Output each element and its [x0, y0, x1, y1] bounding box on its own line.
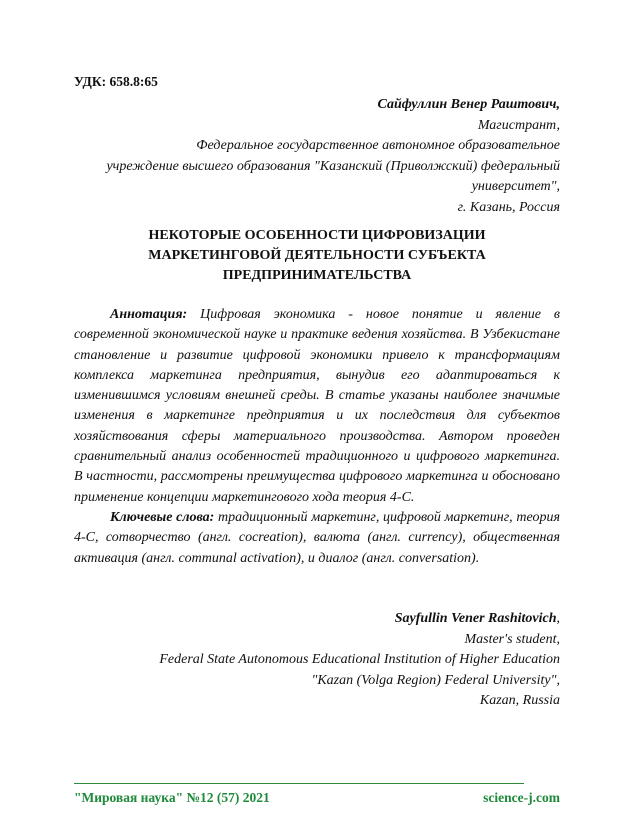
- abstract-label: Аннотация:: [110, 307, 188, 322]
- title-line-3: ПРЕДПРИНИМАТЕЛЬСТВА: [222, 268, 412, 283]
- abstract-paragraph: [74, 305, 560, 508]
- abstract-text: Цифровая экономика - новое понятие и явление в современной экономической науке и практике ведения хозяйства. В Узбекистане становление и развитие цифровой экономики привело к трансформациям комплекса маркетинга предприятия, вынудив его адаптироваться к изменившимся условиям внешней среды. В статье указаны наиболее значимые изменения в маркетинге предприятия и их последствия для субъектов хозяйствования сферы материального производства. Автором проведен сравнительный анализ особенностей традиционного и цифрового маркетинга. В частности, рассмотрены преимущества цифрового маркетинга и обосновано применение концепции маркетингового хода теория 4-С.: [74, 307, 560, 505]
- russian-author-block: [74, 95, 560, 218]
- footer-divider: [74, 783, 524, 784]
- abstract-section: [74, 305, 560, 569]
- keywords-paragraph: [74, 508, 560, 569]
- keywords-text: традиционный маркетинг, цифровой маркетинг, теория 4-С, сотворчество (англ. cocreation), валюта (англ. currency), общественная активация (англ. communal activation), и диалог (англ. conversation).: [74, 509, 560, 566]
- footer-site-link[interactable]: science-j.com: [483, 790, 560, 805]
- article-title: [74, 226, 560, 286]
- english-affiliation-line-1: Federal State Autonomous Educational Institution of Higher Education: [159, 652, 560, 667]
- english-author-location: Kazan, Russia: [479, 693, 560, 708]
- english-author-comma: ,: [556, 611, 560, 626]
- english-author-position: Master's student,: [464, 631, 560, 647]
- english-author-block: [74, 609, 560, 712]
- russian-author-position: Магистрант,: [477, 117, 560, 133]
- keywords-label: Ключевые слова:: [110, 509, 215, 525]
- udk-code: УДК: 658.8:65: [74, 74, 158, 89]
- english-affiliation-line-2: "Kazan (Volga Region) Federal University",: [311, 672, 560, 688]
- english-author-name: Sayfullin Vener Rashitovich: [394, 611, 557, 626]
- russian-affiliation-line-1: Федеральное государственное автономное образовательное: [196, 138, 560, 153]
- russian-author-name: Сайфуллин Венер Раштович,: [377, 97, 560, 112]
- russian-author-location: г. Казань, Россия: [457, 199, 560, 215]
- footer-journal: "Мировая наука" №12 (57) 2021: [74, 790, 270, 805]
- russian-affiliation-line-3: университет",: [471, 179, 560, 194]
- title-line-1: НЕКОТОРЫЕ ОСОБЕННОСТИ ЦИФРОВИЗАЦИИ: [148, 228, 486, 243]
- english-author-name-line: [74, 609, 560, 630]
- title-line-2: МАРКЕТИНГОВОЙ ДЕЯТЕЛЬНОСТИ СУБЪЕКТА: [148, 248, 486, 263]
- russian-affiliation-line-2: учреждение высшего образования "Казанский (Приволжский) федеральный: [106, 158, 560, 174]
